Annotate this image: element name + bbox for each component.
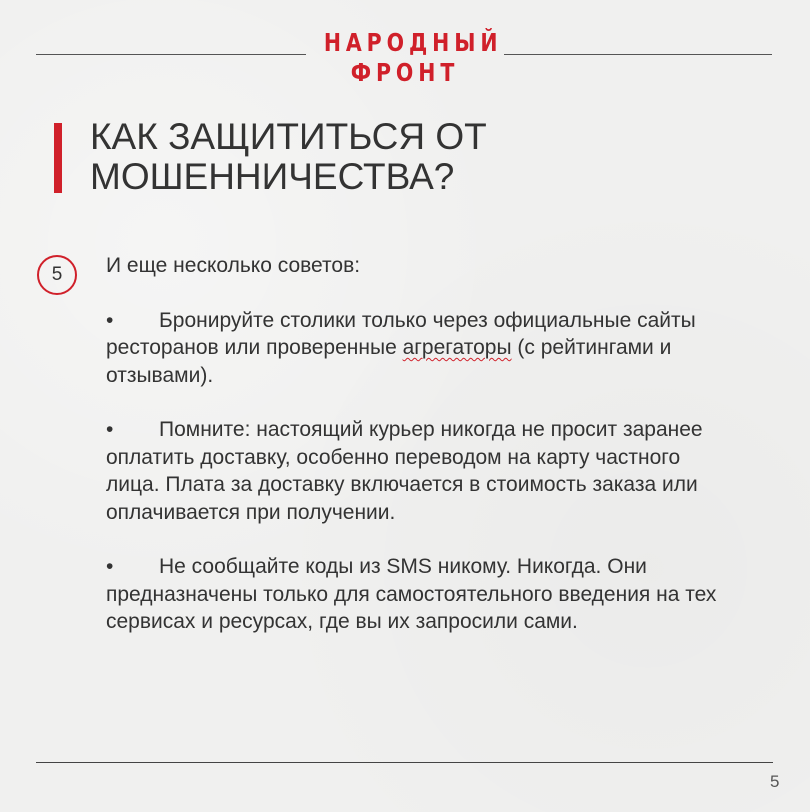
tip-text: Не сообщайте коды из SMS никому. Никогда. Они предназначены только для самостоятельного введения на тех сервисах и ресурсах, где вы их запросили сами.	[106, 555, 717, 633]
bullet: •	[106, 555, 114, 578]
page-number: 5	[770, 772, 780, 791]
section-number-badge: 5	[37, 255, 77, 295]
title-line-2: МОШЕННИЧЕСТВА?	[90, 156, 455, 197]
tips-content	[106, 252, 726, 663]
header-rule-left	[36, 54, 306, 55]
title-accent-bar	[54, 123, 62, 193]
logo-line-1: НАРОДНЫЙ	[323, 28, 503, 57]
footer-rule	[36, 762, 773, 763]
logo-line-2: ФРОНТ	[350, 58, 460, 87]
tips-intro: И еще несколько советов:	[106, 254, 361, 277]
header-rule-right	[504, 54, 772, 55]
brand-logo	[306, 28, 504, 88]
bullet: •	[106, 418, 114, 441]
tip-text: Бронируйте столики только через официальные сайты ресторанов или проверенные	[106, 308, 696, 359]
tip-item	[106, 416, 726, 526]
title-line-1: КАК ЗАЩИТИТЬСЯ ОТ	[90, 116, 487, 157]
tip-item	[106, 307, 726, 390]
tip-item	[106, 553, 726, 636]
slide-title	[90, 117, 770, 197]
tip-text-end: (с рейтингами и отзывами).	[106, 336, 672, 387]
spellcheck-marked-word: агрегаторы	[402, 336, 512, 359]
bullet: •	[106, 308, 114, 332]
tip-text: Помните: настоящий курьер никогда не просит заранее оплатить доставку, особенно переводом на карту частного лица. Плата за доставку включается в стоимость заказа или оплачивается при получении.	[106, 418, 703, 524]
